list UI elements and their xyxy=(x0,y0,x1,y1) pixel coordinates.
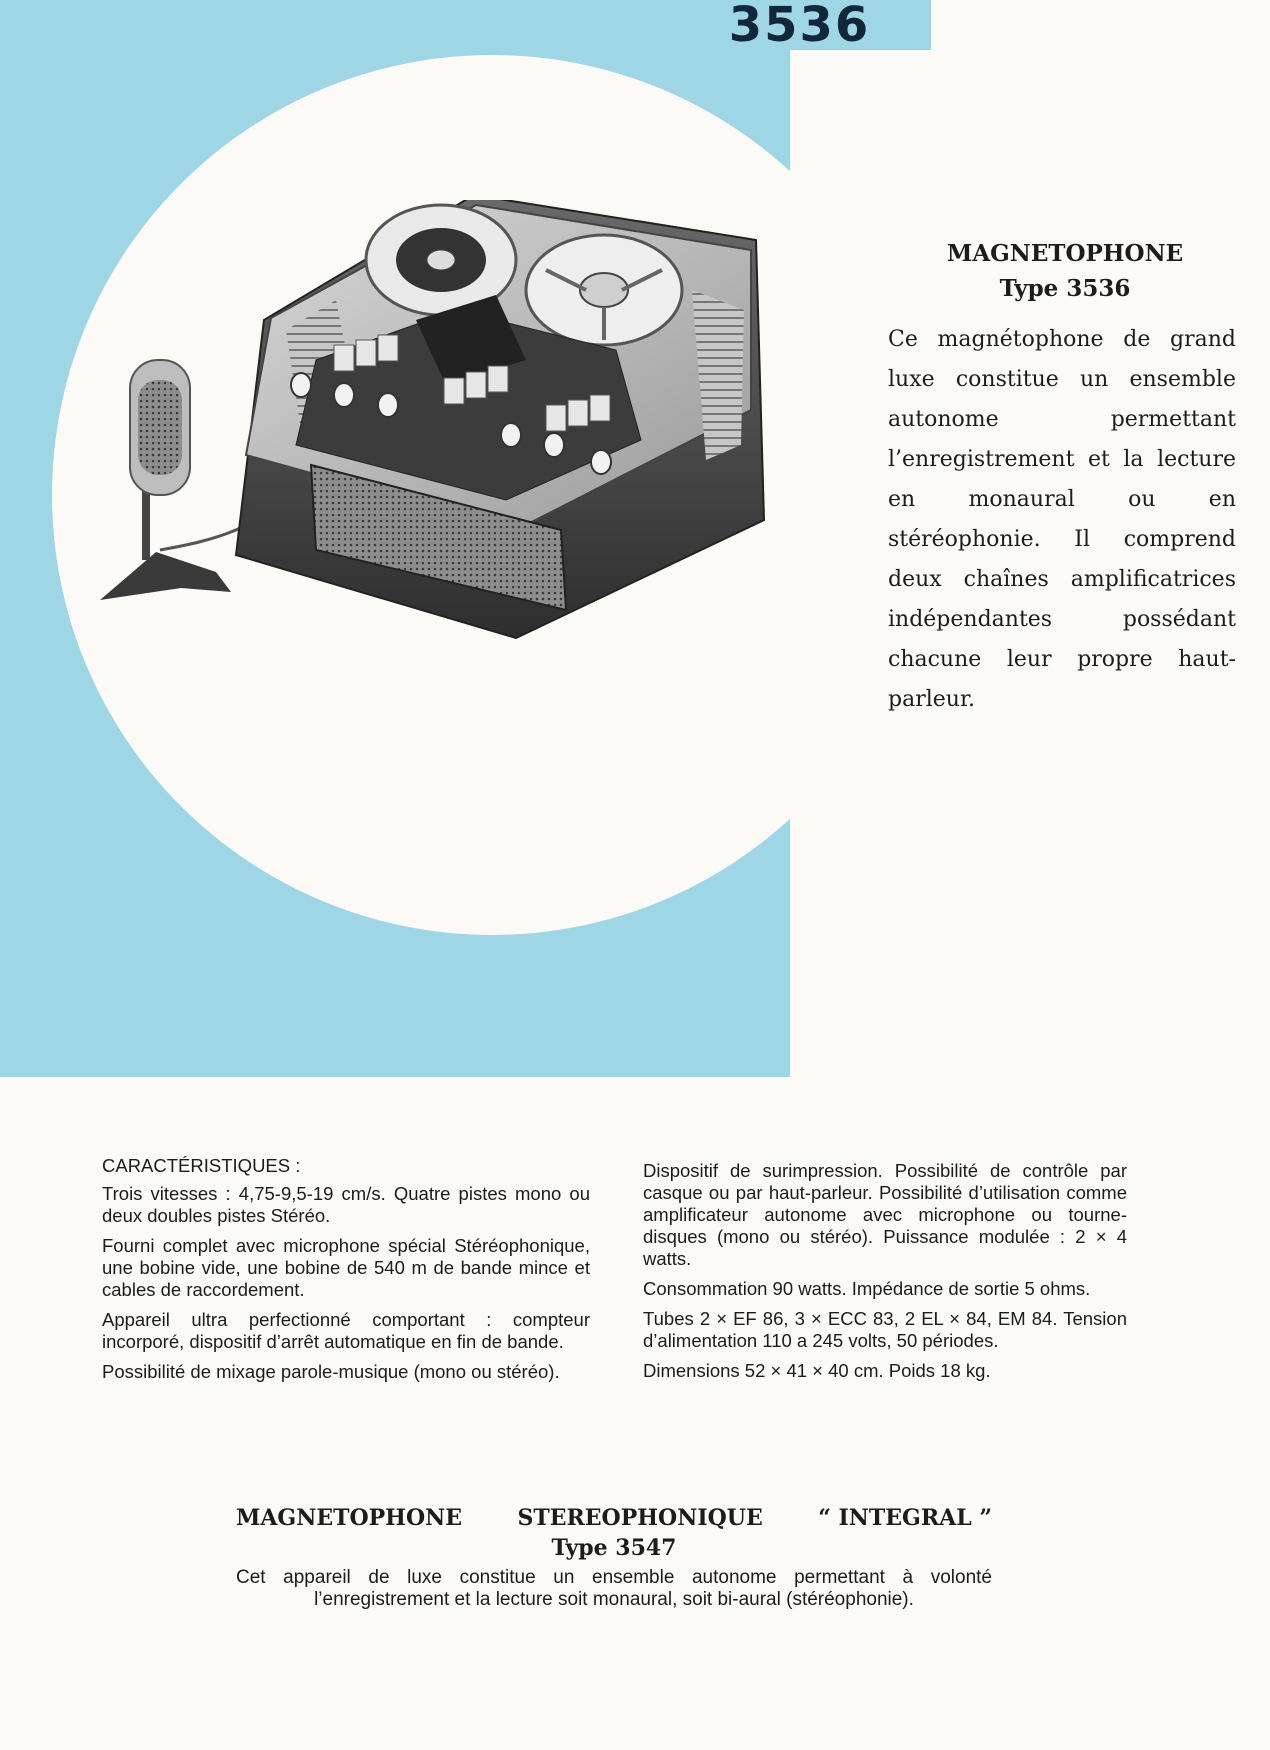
intro-text: Ce magnétophone de grand luxe constitue un ensemble autonome permettant l’enregistrement et la lecture en monaural ou en stéréophonie. Il comprend deux chaînes amplificatrices indépendantes possédant chacune leur propre haut-parleur. xyxy=(888,327,1236,712)
second-product-subtitle: Type 3547 xyxy=(551,1535,677,1561)
spec-paragraph: Appareil ultra perfectionné comportant : compteur incorporé, dispositif d’arrêt automatique en fin de bande. xyxy=(102,1309,590,1352)
intro-subtitle: Type 3536 xyxy=(999,275,1131,302)
spec-paragraph: Tubes 2 × EF 86, 3 × ECC 83, 2 EL × 84, EM 84. Tension d’alimentation 110 a 245 volts, 50 périodes. xyxy=(643,1308,1127,1351)
right-reel-icon xyxy=(526,235,682,345)
spec-paragraph: Dispositif de surimpression. Possibilité de contrôle par casque ou par haut-parleur. Possibilité d’utilisation comme amplificateur autonome avec microphone ou tourne-disques (mono ou stéréo). Puissance modulée : 2 × 4 watts. xyxy=(643,1160,1127,1269)
tape-recorder-illustration xyxy=(96,200,876,720)
specs-left-column xyxy=(102,1155,590,1391)
second-product-heading xyxy=(236,1503,992,1563)
spec-paragraph: Fourni complet avec microphone spécial Stéréophonique, une bobine vide, une bobine de 540 m de bande mince et cables de raccordement. xyxy=(102,1235,590,1300)
intro-heading xyxy=(880,236,1250,306)
spec-paragraph: Consommation 90 watts. Impédance de sortie 5 ohms. xyxy=(643,1278,1091,1299)
second-product-title-word: STEREOPHONIQUE xyxy=(517,1505,763,1531)
specs-heading: CARACTÉRISTIQUES : xyxy=(102,1155,301,1176)
spec-paragraph: Dimensions 52 × 41 × 40 cm. Poids 18 kg. xyxy=(643,1360,991,1381)
intro-title: MAGNETOPHONE xyxy=(946,240,1184,267)
spec-paragraph: Trois vitesses : 4,75-9,5-19 cm/s. Quatre pistes mono ou deux doubles pistes Stéréo. xyxy=(102,1183,590,1226)
second-product-title-word: “ INTEGRAL ” xyxy=(818,1505,992,1531)
specs-right-column xyxy=(643,1160,1127,1390)
page-number: 3536 xyxy=(668,0,931,50)
spec-paragraph: Possibilité de mixage parole-musique (mono ou stéréo). xyxy=(102,1361,560,1382)
second-product-text: Cet appareil de luxe constitue un ensemble autonome permettant à volonté l’enregistrement et la lecture soit monaural, soit bi-aural (stéréophonie). xyxy=(236,1567,992,1610)
second-product-title-word: MAGNETOPHONE xyxy=(236,1505,462,1531)
